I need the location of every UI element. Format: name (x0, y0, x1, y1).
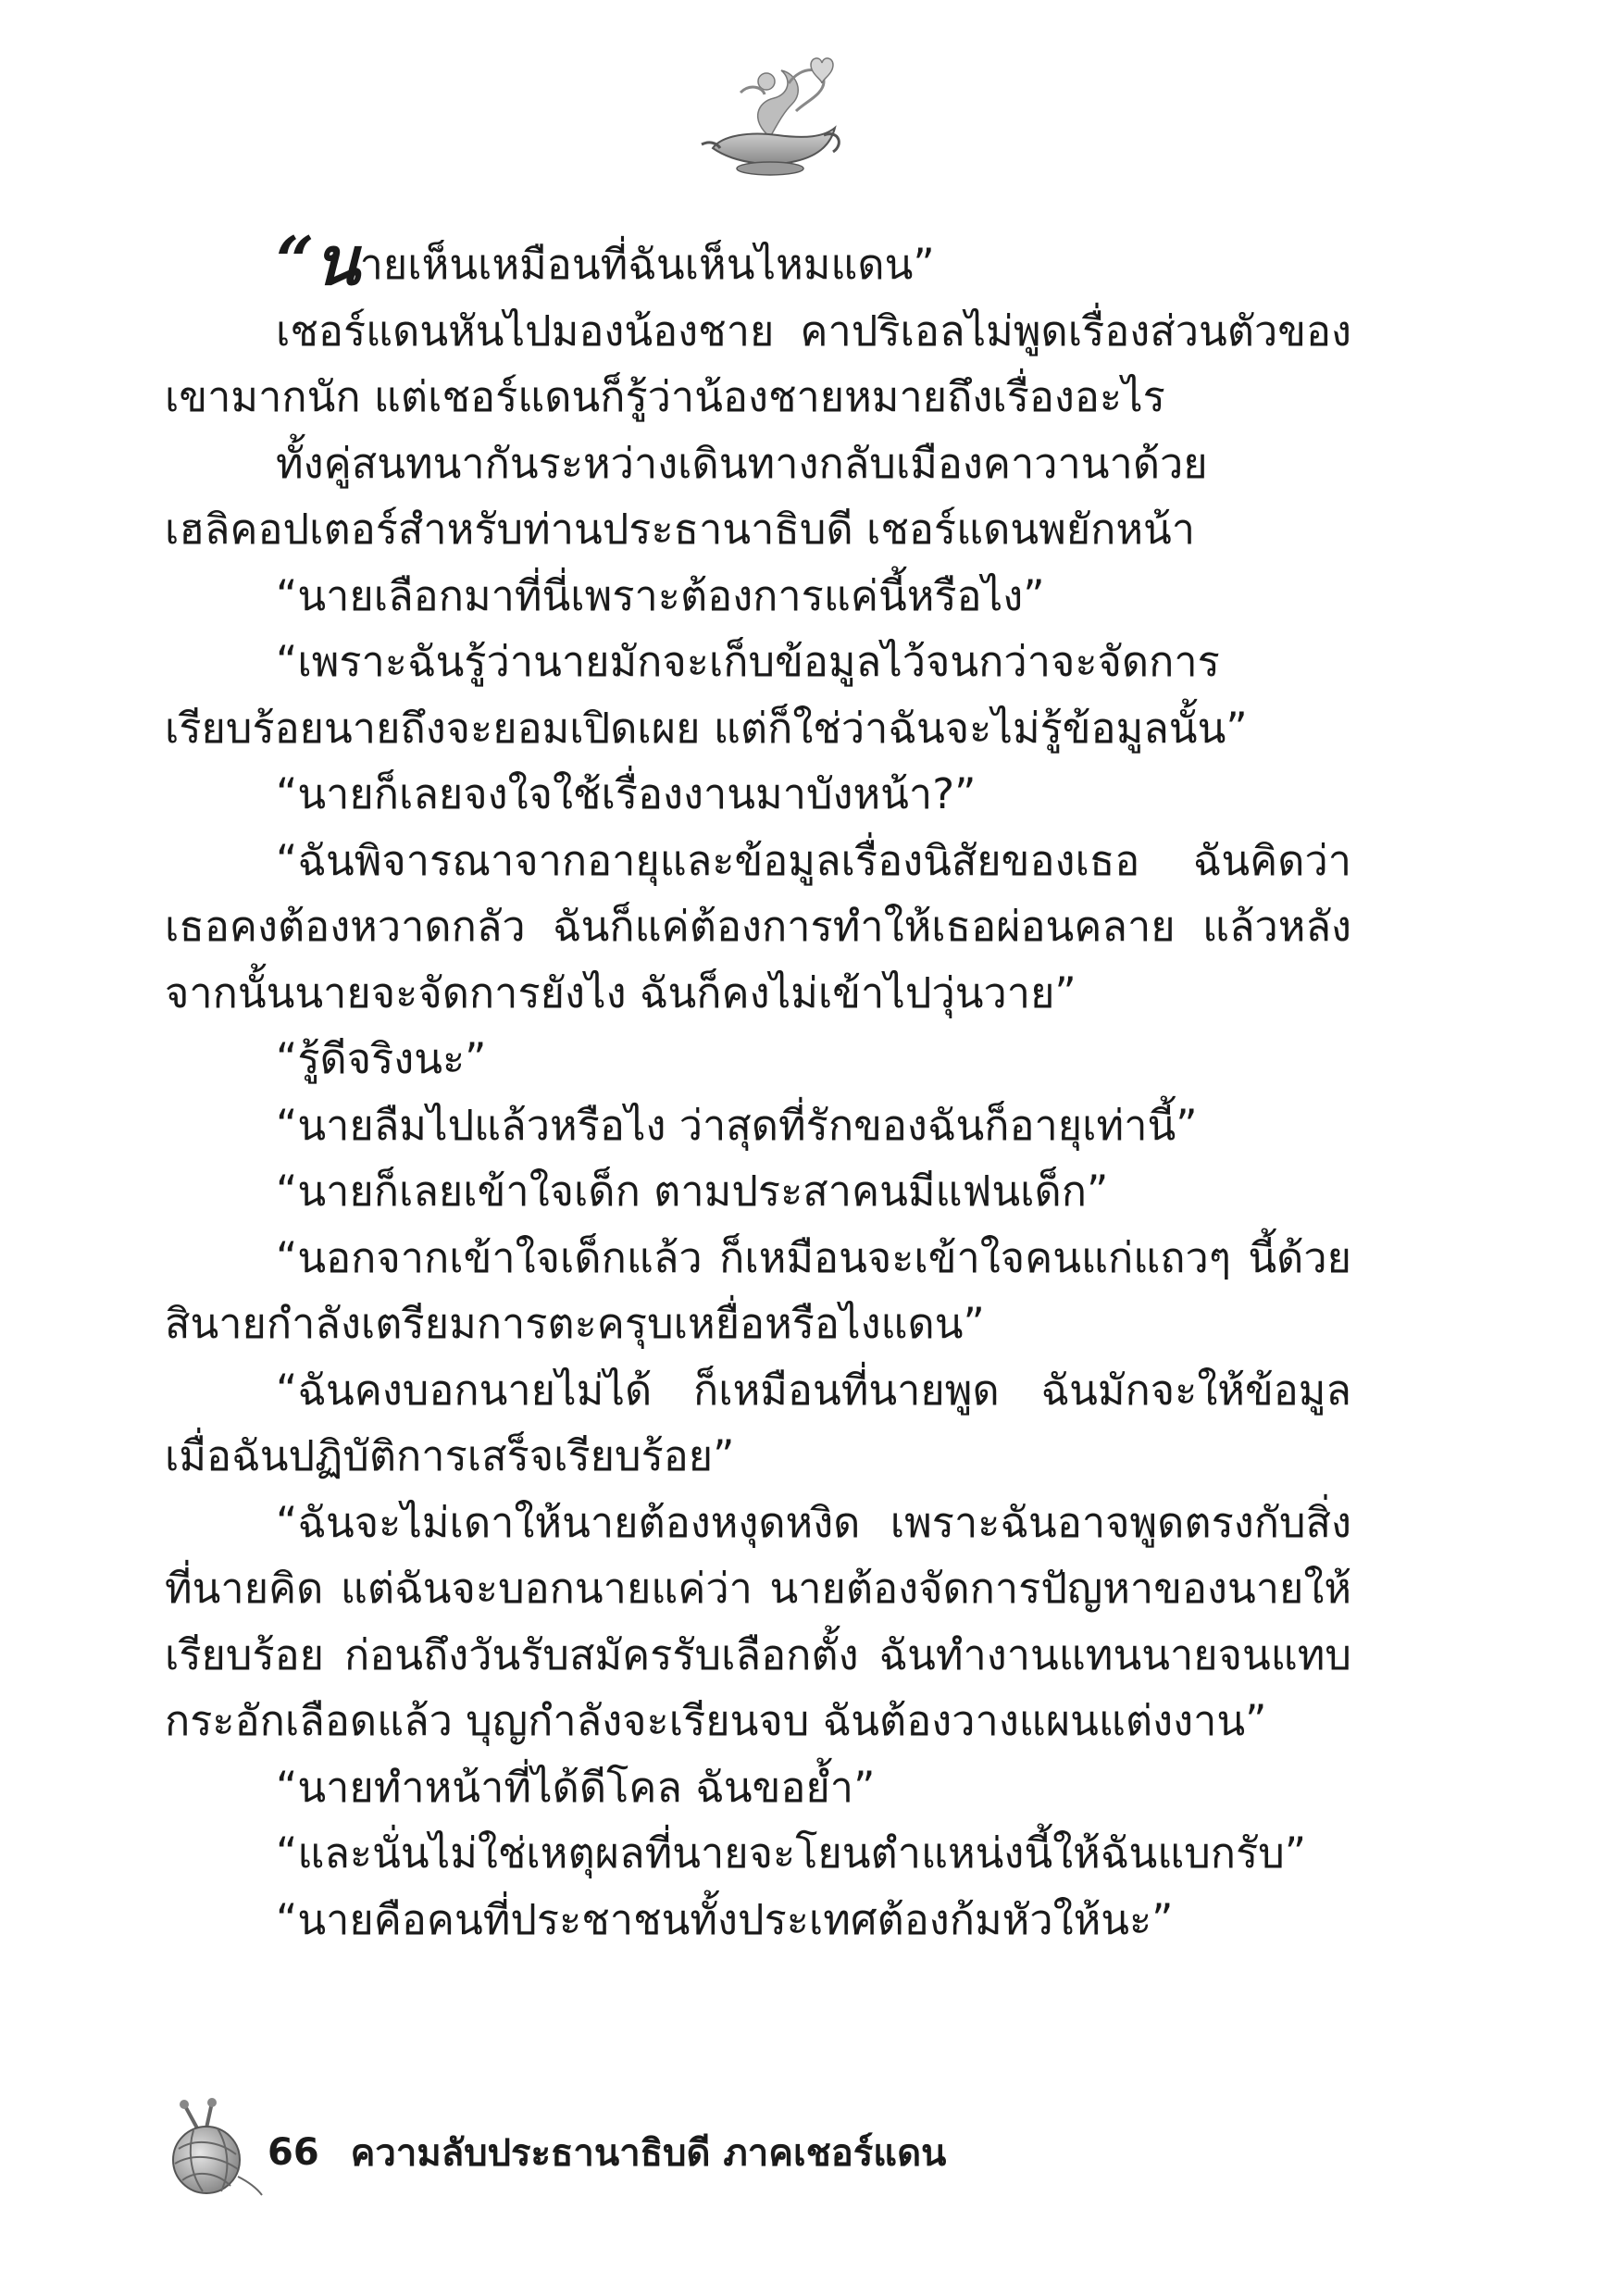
paragraph: “เพราะฉันรู้ว่านายมักจะเก็บข้อมูลไว้จนกว่าจะจัดการเรียบร้อยนายถึงจะยอมเปิดเผย แต่ก็ใช่ว่าฉันจะไม่รู้ข้อมูลนั้น” (165, 637, 1248, 753)
genie-lamp-icon (685, 46, 852, 185)
paragraph: “นายก็เลยจงใจใช้เรื่องงานมาบังหน้า?” (276, 769, 977, 818)
page-footer (153, 2097, 946, 2199)
yarn-ball-icon (153, 2097, 264, 2199)
opening-text: ายเห็นเหมือนที่ฉันเห็นไหมแดน” (359, 240, 935, 289)
paragraph: “ฉันคงบอกนายไม่ได้ ก็เหมือนที่นายพูด ฉันมักจะให้ข้อมูลเมื่อฉันปฏิบัติการเสร็จเรียบร้อย” (165, 1365, 1351, 1480)
paragraph: “นายทำหน้าที่ได้ดีโคล ฉันขอย้ำ” (276, 1762, 876, 1812)
paragraph: “นอกจากเข้าใจเด็กแล้ว ก็เหมือนจะเข้าใจคนแก่แถวๆ นี้ด้วยสินายกำลังเตรียมการตะครุบเหยื่อหรือไงแดน” (165, 1232, 1351, 1348)
paragraph: “นายลืมไปแล้วหรือไง ว่าสุดที่รักของฉันก็อายุเท่านี้” (276, 1100, 1198, 1150)
book-title: ความลับประธานาธิบดี ภาคเชอร์แดน (350, 2132, 947, 2175)
opening-paragraph (165, 221, 1351, 300)
paragraph: “และนั่นไม่ใช่เหตุผลที่นายจะโยนตำแหน่งนี้ให้ฉันแบกรับ” (276, 1828, 1307, 1878)
paragraph: ทั้งคู่สนทนากันระหว่างเดินทางกลับเมืองคาวานาด้วยเฮลิคอปเตอร์สำหรับท่านประธานาธิบดี เชอร์แดนพยักหน้า (165, 438, 1208, 554)
page-number: 66 (268, 2131, 319, 2174)
paragraph: “ฉันพิจารณาจากอายุและข้อมูลเรื่องนิสัยของเธอ ฉันคิดว่าเธอคงต้องหวาดกลัว ฉันก็แค่ต้องการทำให้เธอผ่อนคลาย แล้วหลังจากนั้นนายจะจัดการยังไง ฉันก็คงไม่เข้าไปวุ่นวาย” (165, 835, 1351, 1017)
paragraph: “นายคือคนที่ประชาชนทั้งประเทศต้องก้มหัวให้นะ” (276, 1894, 1174, 1944)
paragraph: “นายเลือกมาที่นี่เพราะต้องการแค่นี้หรือไง” (276, 570, 1045, 620)
paragraph: “นายก็เลยเข้าใจเด็ก ตามประสาคนมีแฟนเด็ก” (276, 1167, 1109, 1216)
paragraph: “รู้ดีจริงนะ” (276, 1034, 487, 1083)
body-text (165, 221, 1351, 1953)
paragraph: เชอร์แดนหันไปมองน้องชาย คาปริเอลไม่พูดเรื่องส่วนตัวของเขามากนัก แต่เชอร์แดนก็รู้ว่าน้องชายหมายถึงเรื่องอะไร (165, 306, 1351, 421)
drop-cap: “น (276, 221, 360, 300)
paragraph: “ฉันจะไม่เดาให้นายต้องหงุดหงิด เพราะฉันอาจพูดตรงกับสิ่งที่นายคิด แต่ฉันจะบอกนายแค่ว่า นายต้องจัดการปัญหาของนายให้เรียบร้อย ก่อนถึงวันรับสมัครรับเลือกตั้ง ฉันทำงานแทนนายจนแทบกระอักเลือดแล้ว บุญกำลังจะเรียนจบ ฉันต้องวางแผนแต่งงาน” (165, 1497, 1351, 1745)
